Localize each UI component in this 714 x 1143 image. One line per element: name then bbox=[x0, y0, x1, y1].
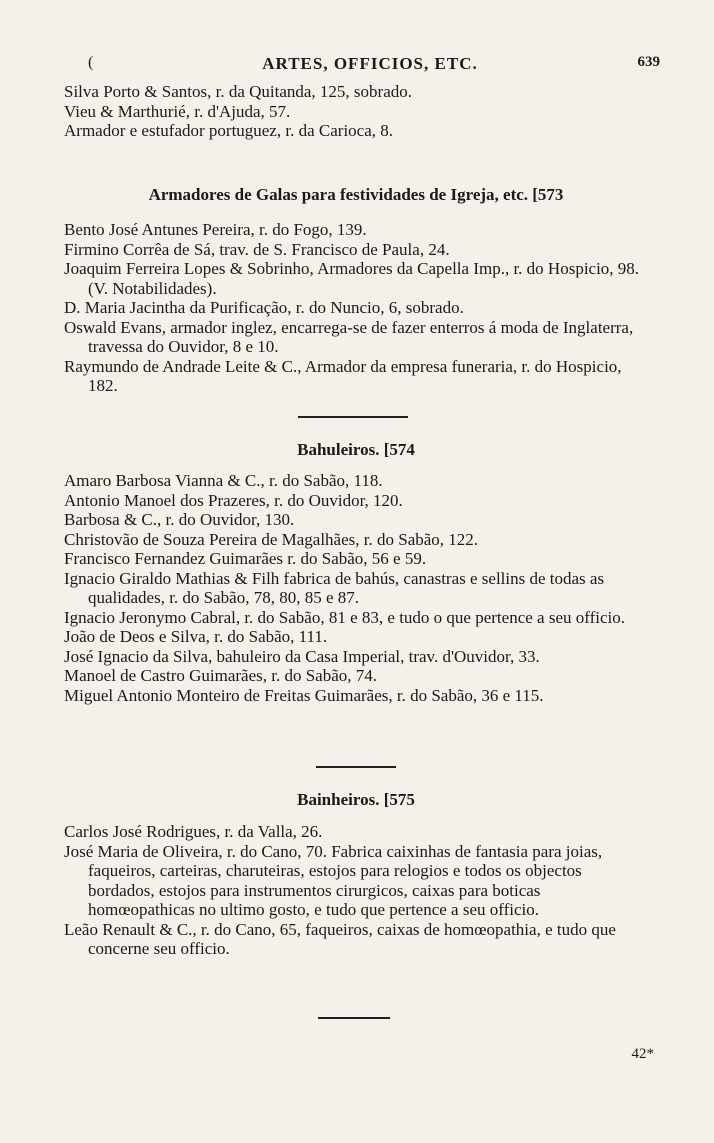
list-item: José Ignacio da Silva, bahuleiro da Casa Imperial, trav. d'Ouvidor, 33. bbox=[64, 646, 540, 666]
section-entries bbox=[64, 471, 648, 705]
page-header bbox=[80, 54, 660, 78]
section-entries bbox=[64, 822, 648, 959]
list-item: Amaro Barbosa Vianna & C., r. do Sabão, 118. bbox=[64, 471, 383, 490]
section-divider bbox=[298, 416, 408, 418]
printer-signature: 42* bbox=[631, 1046, 654, 1062]
list-item: Christovão de Souza Pereira de Magalhães, r. do Sabão, 122. bbox=[64, 529, 479, 549]
list-item: João de Deos e Silva, r. do Sabão, 111. bbox=[64, 627, 328, 646]
section-title: Bahuleiros. [574 bbox=[297, 440, 415, 459]
page-number: 639 bbox=[637, 54, 660, 70]
list-item: Ignacio Jeronymo Cabral, r. do Sabão, 81 e 83, e tudo o que pertence a seu officio. bbox=[64, 607, 625, 627]
list-item: Raymundo de Andrade Leite & C., Armador da empresa funeraria, r. do Hospicio, 182. bbox=[64, 356, 622, 395]
section-divider bbox=[316, 766, 396, 768]
list-item: Armador e estufador portuguez, r. da Carioca, 8. bbox=[64, 121, 394, 140]
header-mark: ( bbox=[88, 54, 94, 71]
list-item: Vieu & Marthurié, r. d'Ajuda, 57. bbox=[64, 101, 291, 121]
list-item: Bento José Antunes Pereira, r. do Fogo, 139. bbox=[64, 220, 367, 239]
list-item: Silva Porto & Santos, r. da Quitanda, 125, sobrado. bbox=[64, 82, 413, 101]
list-item: Firmino Corrêa de Sá, trav. de S. Francisco de Paula, 24. bbox=[64, 239, 450, 259]
section-entries bbox=[64, 220, 648, 396]
running-title: ARTES, OFFICIOS, ETC. bbox=[262, 54, 478, 73]
section-title: Bainheiros. [575 bbox=[297, 790, 415, 809]
list-item: Ignacio Giraldo Mathias & Filh fabrica de bahús, canastras e sellins de todas as qualidades, r. do Sabão, 78, 80, 85 e 87. bbox=[64, 568, 605, 607]
list-item: Antonio Manoel dos Prazeres, r. do Ouvidor, 120. bbox=[64, 490, 403, 510]
list-item: Manoel de Castro Guimarães, r. do Sabão, 74. bbox=[64, 666, 378, 685]
top-entries bbox=[64, 82, 648, 141]
list-item: Francisco Fernandez Guimarães r. do Sabão, 56 e 59. bbox=[64, 549, 427, 568]
list-item: Joaquim Ferreira Lopes & Sobrinho, Armadores da Capella Imp., r. do Hospicio, 98. (V. Notabilidades). bbox=[64, 259, 640, 298]
list-item: Carlos José Rodrigues, r. da Valla, 26. bbox=[64, 822, 323, 841]
list-item: Leão Renault & C., r. do Cano, 65, faqueiros, caixas de homœopathia, e tudo que concerne seu officio. bbox=[64, 919, 616, 958]
section-divider bbox=[318, 1017, 390, 1019]
list-item: Barbosa & C., r. do Ouvidor, 130. bbox=[64, 510, 295, 529]
list-item: Miguel Antonio Monteiro de Freitas Guimarães, r. do Sabão, 36 e 115. bbox=[64, 685, 544, 705]
list-item: José Maria de Oliveira, r. do Cano, 70. Fabrica caixinhas de fantasia para joias, faqueiros, carteiras, charuteiras, estojos para relogios e todos os objectos bordados, estojos para instrumentos cirurgicos, caixas para boticas homœopathicas no ultimo gosto, e tudo que pertence a seu officio. bbox=[64, 841, 603, 919]
list-item: D. Maria Jacintha da Purificação, r. do Nuncio, 6, sobrado. bbox=[64, 298, 464, 317]
list-item: Oswald Evans, armador inglez, encarrega-se de fazer enterros á moda de Inglaterra, travessa do Ouvidor, 8 e 10. bbox=[64, 317, 634, 356]
section-title: Armadores de Galas para festividades de Igreja, etc. [573 bbox=[148, 185, 564, 204]
